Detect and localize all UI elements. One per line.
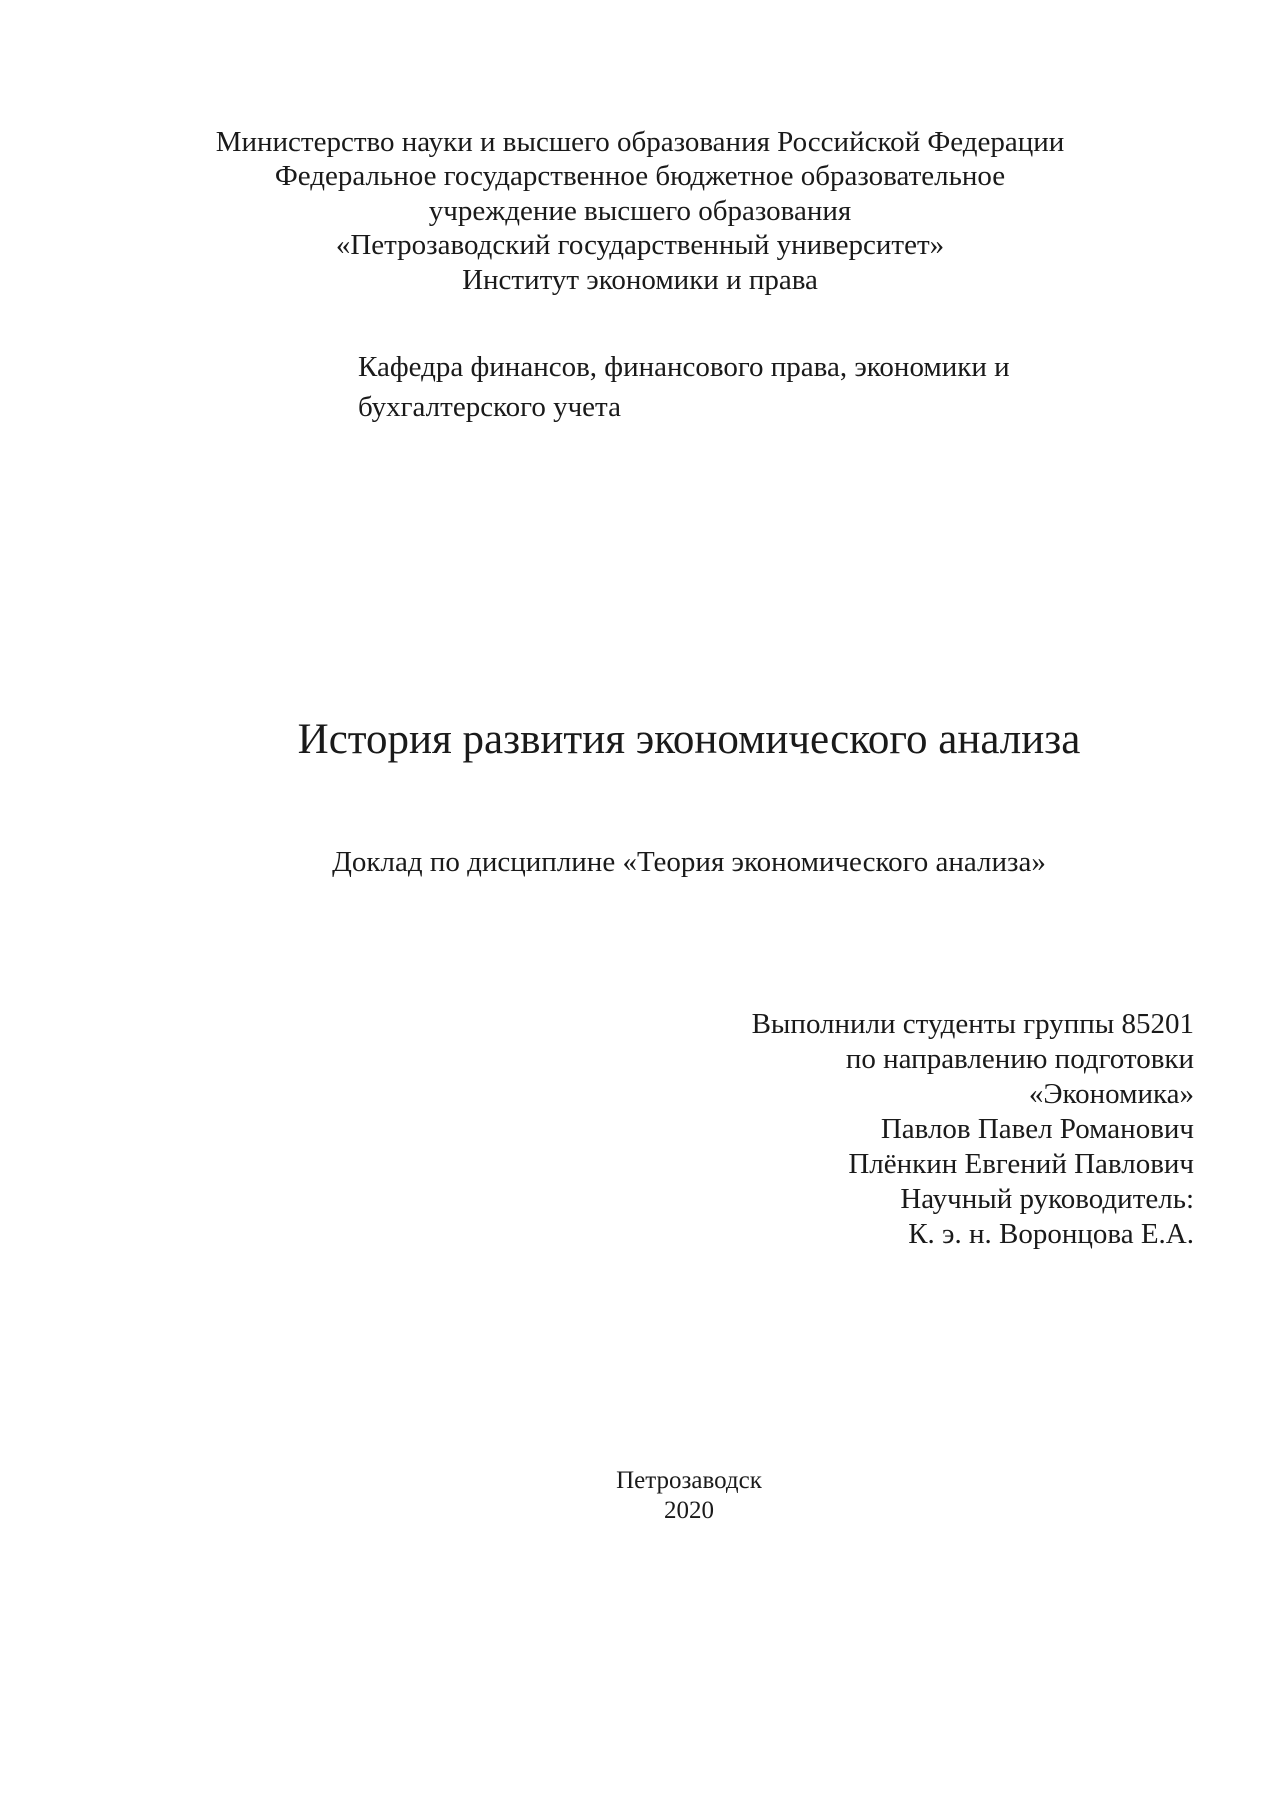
institute-name-line: Институт экономики и права <box>462 264 818 296</box>
author-line: «Экономика» <box>1028 1078 1194 1110</box>
author-line: Павлов Павел Романович <box>880 1113 1194 1145</box>
document-subtitle: Доклад по дисциплине «Теория экономического анализа» <box>332 846 1046 878</box>
university-name-line: «Петрозаводский государственный университет» <box>335 229 945 261</box>
institution-level-line: учреждение высшего образования <box>428 195 852 227</box>
document-title: История развития экономического анализа <box>297 716 1081 763</box>
institution-type-line: Федеральное государственное бюджетное образовательное <box>274 160 1006 192</box>
author-line: Плёнкин Евгений Павлович <box>848 1148 1194 1180</box>
author-line: по направлению подготовки <box>845 1043 1194 1075</box>
footer-city: Петрозаводск <box>616 1467 762 1494</box>
author-line: К. э. н. Воронцова Е.А. <box>908 1218 1194 1250</box>
author-line: Выполнили студенты группы 85201 <box>751 1008 1194 1040</box>
author-line: Научный руководитель: <box>900 1183 1194 1215</box>
department-line: Кафедра финансов, финансового права, экономики и <box>358 351 1010 383</box>
department-line: бухгалтерского учета <box>358 391 621 423</box>
footer-year: 2020 <box>664 1497 714 1524</box>
ministry-line: Министерство науки и высшего образования Российской Федерации <box>215 126 1065 158</box>
